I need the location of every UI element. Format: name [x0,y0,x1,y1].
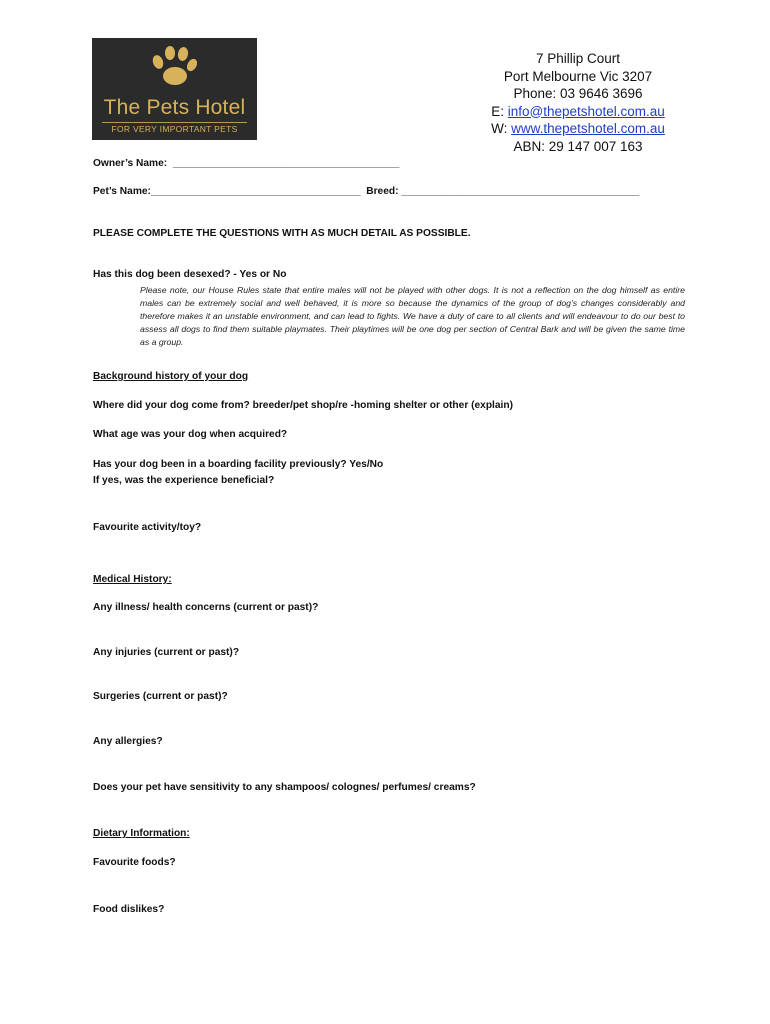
boarding-question: Has your dog been in a boarding facility previously? Yes/No [93,459,384,470]
logo-divider [102,122,247,123]
logo-name: The Pets Hotel [103,96,246,119]
address-line-1: 7 Phillip Court [535,51,621,66]
background-history-heading: Background history of your dog [93,371,249,382]
logo-tagline: FOR VERY IMPORTANT PETS [111,124,238,134]
dietary-information-heading: Dietary Information: [93,828,190,839]
where-from-question: Where did your dog come from? breeder/pet shop/re -homing shelter or other (explain) [93,400,514,411]
web-label: W: [491,121,512,136]
pets-hotel-logo [92,38,257,140]
illness-question: Any illness/ health concerns (current or past)? [93,602,319,613]
website-link[interactable]: www.thepetshotel.com.au [511,121,665,136]
address-line-2: Port Melbourne Vic 3207 [503,68,653,84]
paw-print-icon [92,38,257,98]
phone-number: Phone: 03 9646 3696 [513,86,643,101]
medical-history-heading: Medical History: [93,574,172,585]
abn: ABN: 29 147 007 163 [513,138,643,154]
allergies-question: Any allergies? [93,736,163,747]
desexed-note: Please note, our House Rules state that entire males will not be played with other dogs. It is not a reflection on the dog himself as entire males can be extremely social and well behaved, it is more so because the dynamics of the group of dog’s changes considerably and therefore makes it an unstable environment, and can lead to fights. We have a duty of care to all clients and will endeavour to do our best to assess all dogs to find them suitable playmates. Their playtimes will be one dog per section of Central Bark and will be given the same time as a group. [140,285,685,348]
desexed-question: Has this dog been desexed? - Yes or No [93,269,287,280]
owner-name-field[interactable]: Owner’s Name: ________________________________________ [93,158,400,169]
instructions-heading: PLEASE COMPLETE THE QUESTIONS WITH AS MUCH DETAIL AS POSSIBLE. [93,228,471,239]
age-acquired-question: What age was your dog when acquired? [93,429,288,440]
pet-name-breed-field[interactable]: Pet’s Name:_____________________________________ Breed: __________________________________________ [93,186,640,197]
surgeries-question: Surgeries (current or past)? [93,691,228,702]
injuries-question: Any injuries (current or past)? [93,647,240,658]
food-dislikes-question: Food dislikes? [93,904,165,915]
contact-block [470,50,686,155]
boarding-followup-question: If yes, was the experience beneficial? [93,475,275,486]
email-link[interactable]: info@thepetshotel.com.au [507,103,665,119]
favourite-activity-question: Favourite activity/toy? [93,522,202,533]
email-label: E: [491,103,508,119]
sensitivity-question: Does your pet have sensitivity to any shampoos/ colognes/ perfumes/ creams? [93,782,476,793]
favourite-foods-question: Favourite foods? [93,857,176,868]
web-line [470,120,686,138]
email-line [470,103,686,121]
